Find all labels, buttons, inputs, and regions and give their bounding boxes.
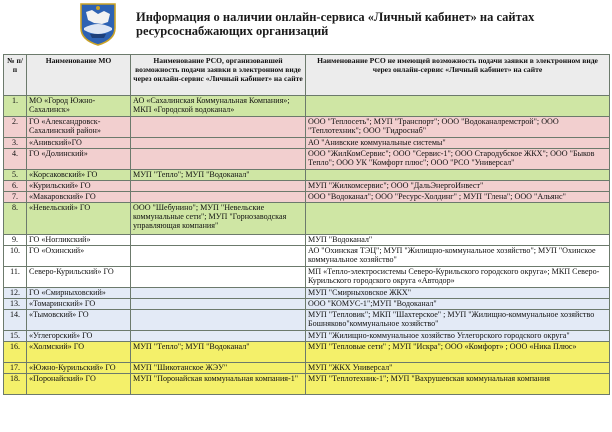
row-number: 10. — [4, 246, 27, 267]
table-row — [4, 310, 610, 331]
row-with-service — [131, 181, 306, 192]
table-row — [4, 138, 610, 149]
row-mo: «Корсаковский» ГО — [27, 170, 131, 181]
row-mo: ГО «Долинский» — [27, 149, 131, 170]
row-with-service — [131, 117, 306, 138]
row-without-service: АО "Анивские коммунальные системы" — [306, 138, 610, 149]
row-mo: ГО «Ногликский» — [27, 235, 131, 246]
row-with-service — [131, 192, 306, 203]
row-without-service: МП «Тепло-электросистемы Северо-Курильского городского округа»; МКП Северо-Курильского городского округа «Автодор» — [306, 267, 610, 288]
row-mo: ГО «Смирныховский» — [27, 288, 131, 299]
col-header-without-service: Наименование РСО не имеющей возможность подачи заявки в электронном виде через онлайн-сервис «Личный кабинет» на сайте — [306, 55, 610, 96]
row-number: 8. — [4, 203, 27, 235]
row-number: 18. — [4, 374, 27, 395]
row-without-service: ООО "ЖилКомСервис"; ООО "Сервис-1"; ООО Стародубское ЖКХ"; ООО "Быков Тепло"; ООО УК "Комфорт плюс"; ООО "РСО "Универсал" — [306, 149, 610, 170]
row-mo: «Углегорский» ГО — [27, 331, 131, 342]
row-with-service — [131, 138, 306, 149]
col-header-with-service: Наименование РСО, организовавшей возможность подачи заявки в электронном виде через онлайн-сервис «Личный кабинет» на сайте — [131, 55, 306, 96]
row-number: 1. — [4, 96, 27, 117]
row-number: 13. — [4, 299, 27, 310]
row-without-service: ООО "Водоканал"; ООО "Ресурс-Холдинг" ; МУП "Глена"; ООО "Альянс" — [306, 192, 610, 203]
row-mo: «Курильский» ГО — [27, 181, 131, 192]
rso-table — [3, 54, 610, 395]
table-row — [4, 203, 610, 235]
row-without-service: МУП "Жилищно-коммунальное хозяйство Углегорского городского округа" — [306, 331, 610, 342]
row-without-service: АО "Охинская ТЭЦ"; МУП "Жилищно-коммунальное хозяйство"; МУП "Охинское коммунальное хозяйство" — [306, 246, 610, 267]
row-with-service — [131, 235, 306, 246]
row-mo: Северо-Курильский» ГО — [27, 267, 131, 288]
row-without-service: МУП "Водоканал" — [306, 235, 610, 246]
table-row — [4, 246, 610, 267]
slide-header — [0, 0, 612, 50]
row-mo: «Холмский» ГО — [27, 342, 131, 363]
table-row — [4, 267, 610, 288]
row-mo: «Южно-Курильский» ГО — [27, 363, 131, 374]
row-without-service: МУП "Теплотехник-1"; МУП "Вахрушевская коммунальная компания — [306, 374, 610, 395]
row-with-service — [131, 149, 306, 170]
table-row — [4, 331, 610, 342]
row-without-service: МУП "Тепловик"; МКП "Шахтерское" ; МУП "Жилищно-коммунальное хозяйство Бошняково"коммунальное хозяйство" — [306, 310, 610, 331]
row-with-service — [131, 310, 306, 331]
row-mo: ГО «Охинский» — [27, 246, 131, 267]
row-without-service: МУП "Смирныховское ЖКХ" — [306, 288, 610, 299]
row-without-service: МУП "Тепловые сети" ; МУП "Искра"; ООО «Комфорт» ; ООО «Ника Плюс» — [306, 342, 610, 363]
row-number: 11. — [4, 267, 27, 288]
row-with-service: МУП "Поронайская коммунальная компания-1" — [131, 374, 306, 395]
table-row — [4, 235, 610, 246]
row-number: 14. — [4, 310, 27, 331]
row-mo: «Анивский»ГО — [27, 138, 131, 149]
table-row — [4, 192, 610, 203]
table-row — [4, 363, 610, 374]
row-with-service — [131, 246, 306, 267]
table-header-row — [4, 55, 610, 96]
page-title: Информация о наличии онлайн-сервиса «Личный кабинет» на сайтах ресурсоснабжающих организаций — [136, 10, 535, 38]
row-number: 6. — [4, 181, 27, 192]
table-row — [4, 96, 610, 117]
row-with-service: ООО "Шебунино"; МУП "Невельские коммунальные сети"; МУП "Горнозаводская управляющая компания" — [131, 203, 306, 235]
table-row — [4, 288, 610, 299]
row-number: 17. — [4, 363, 27, 374]
row-number: 3. — [4, 138, 27, 149]
row-without-service — [306, 203, 610, 235]
row-mo: МО «Город Южно-Сахалинск» — [27, 96, 131, 117]
row-number: 9. — [4, 235, 27, 246]
row-number: 5. — [4, 170, 27, 181]
table-row — [4, 117, 610, 138]
row-number: 4. — [4, 149, 27, 170]
row-with-service — [131, 331, 306, 342]
row-with-service — [131, 299, 306, 310]
row-mo: «Макаровский» ГО — [27, 192, 131, 203]
table-row — [4, 374, 610, 395]
row-with-service: АО «Сахалинская Коммунальная Компания»; МКП «Городской водоканал» — [131, 96, 306, 117]
row-mo: «Томаринский» ГО — [27, 299, 131, 310]
row-mo: «Невельский» ГО — [27, 203, 131, 235]
row-with-service: МУП "Тепло"; МУП "Водоканал" — [131, 170, 306, 181]
row-mo: «Поронайский» ГО — [27, 374, 131, 395]
table-row — [4, 299, 610, 310]
row-without-service: ООО "КОМУС-1";МУП "Водоканал" — [306, 299, 610, 310]
row-without-service: МУП "ЖКХ Универсал" — [306, 363, 610, 374]
row-mo: ГО «Александровск-Сахалинский район» — [27, 117, 131, 138]
row-without-service: МУП "Жилкомсервис"; ООО "ДальЭнергоИнвест" — [306, 181, 610, 192]
row-number: 16. — [4, 342, 27, 363]
row-with-service — [131, 288, 306, 299]
row-number: 15. — [4, 331, 27, 342]
sakhalin-coat-of-arms-icon — [78, 2, 118, 46]
col-header-number: № п/п — [4, 55, 27, 96]
row-number: 7. — [4, 192, 27, 203]
row-without-service: ООО "Теплосеть"; МУП "Транспорт"; ООО "Водоканалремстрой"; ООО "Теплотехник"; ООО "Гидроснаб" — [306, 117, 610, 138]
row-without-service — [306, 170, 610, 181]
row-with-service: МУП "Тепло"; МУП "Водоканал" — [131, 342, 306, 363]
row-number: 12. — [4, 288, 27, 299]
row-with-service — [131, 267, 306, 288]
col-header-mo: Наименование МО — [27, 55, 131, 96]
table-row — [4, 170, 610, 181]
row-mo: «Тымовский» ГО — [27, 310, 131, 331]
row-number: 2. — [4, 117, 27, 138]
rso-table-container — [3, 54, 609, 395]
table-row — [4, 181, 610, 192]
row-without-service — [306, 96, 610, 117]
row-with-service: МУП "Шикотанское ЖЭУ" — [131, 363, 306, 374]
table-row — [4, 342, 610, 363]
table-row — [4, 149, 610, 170]
